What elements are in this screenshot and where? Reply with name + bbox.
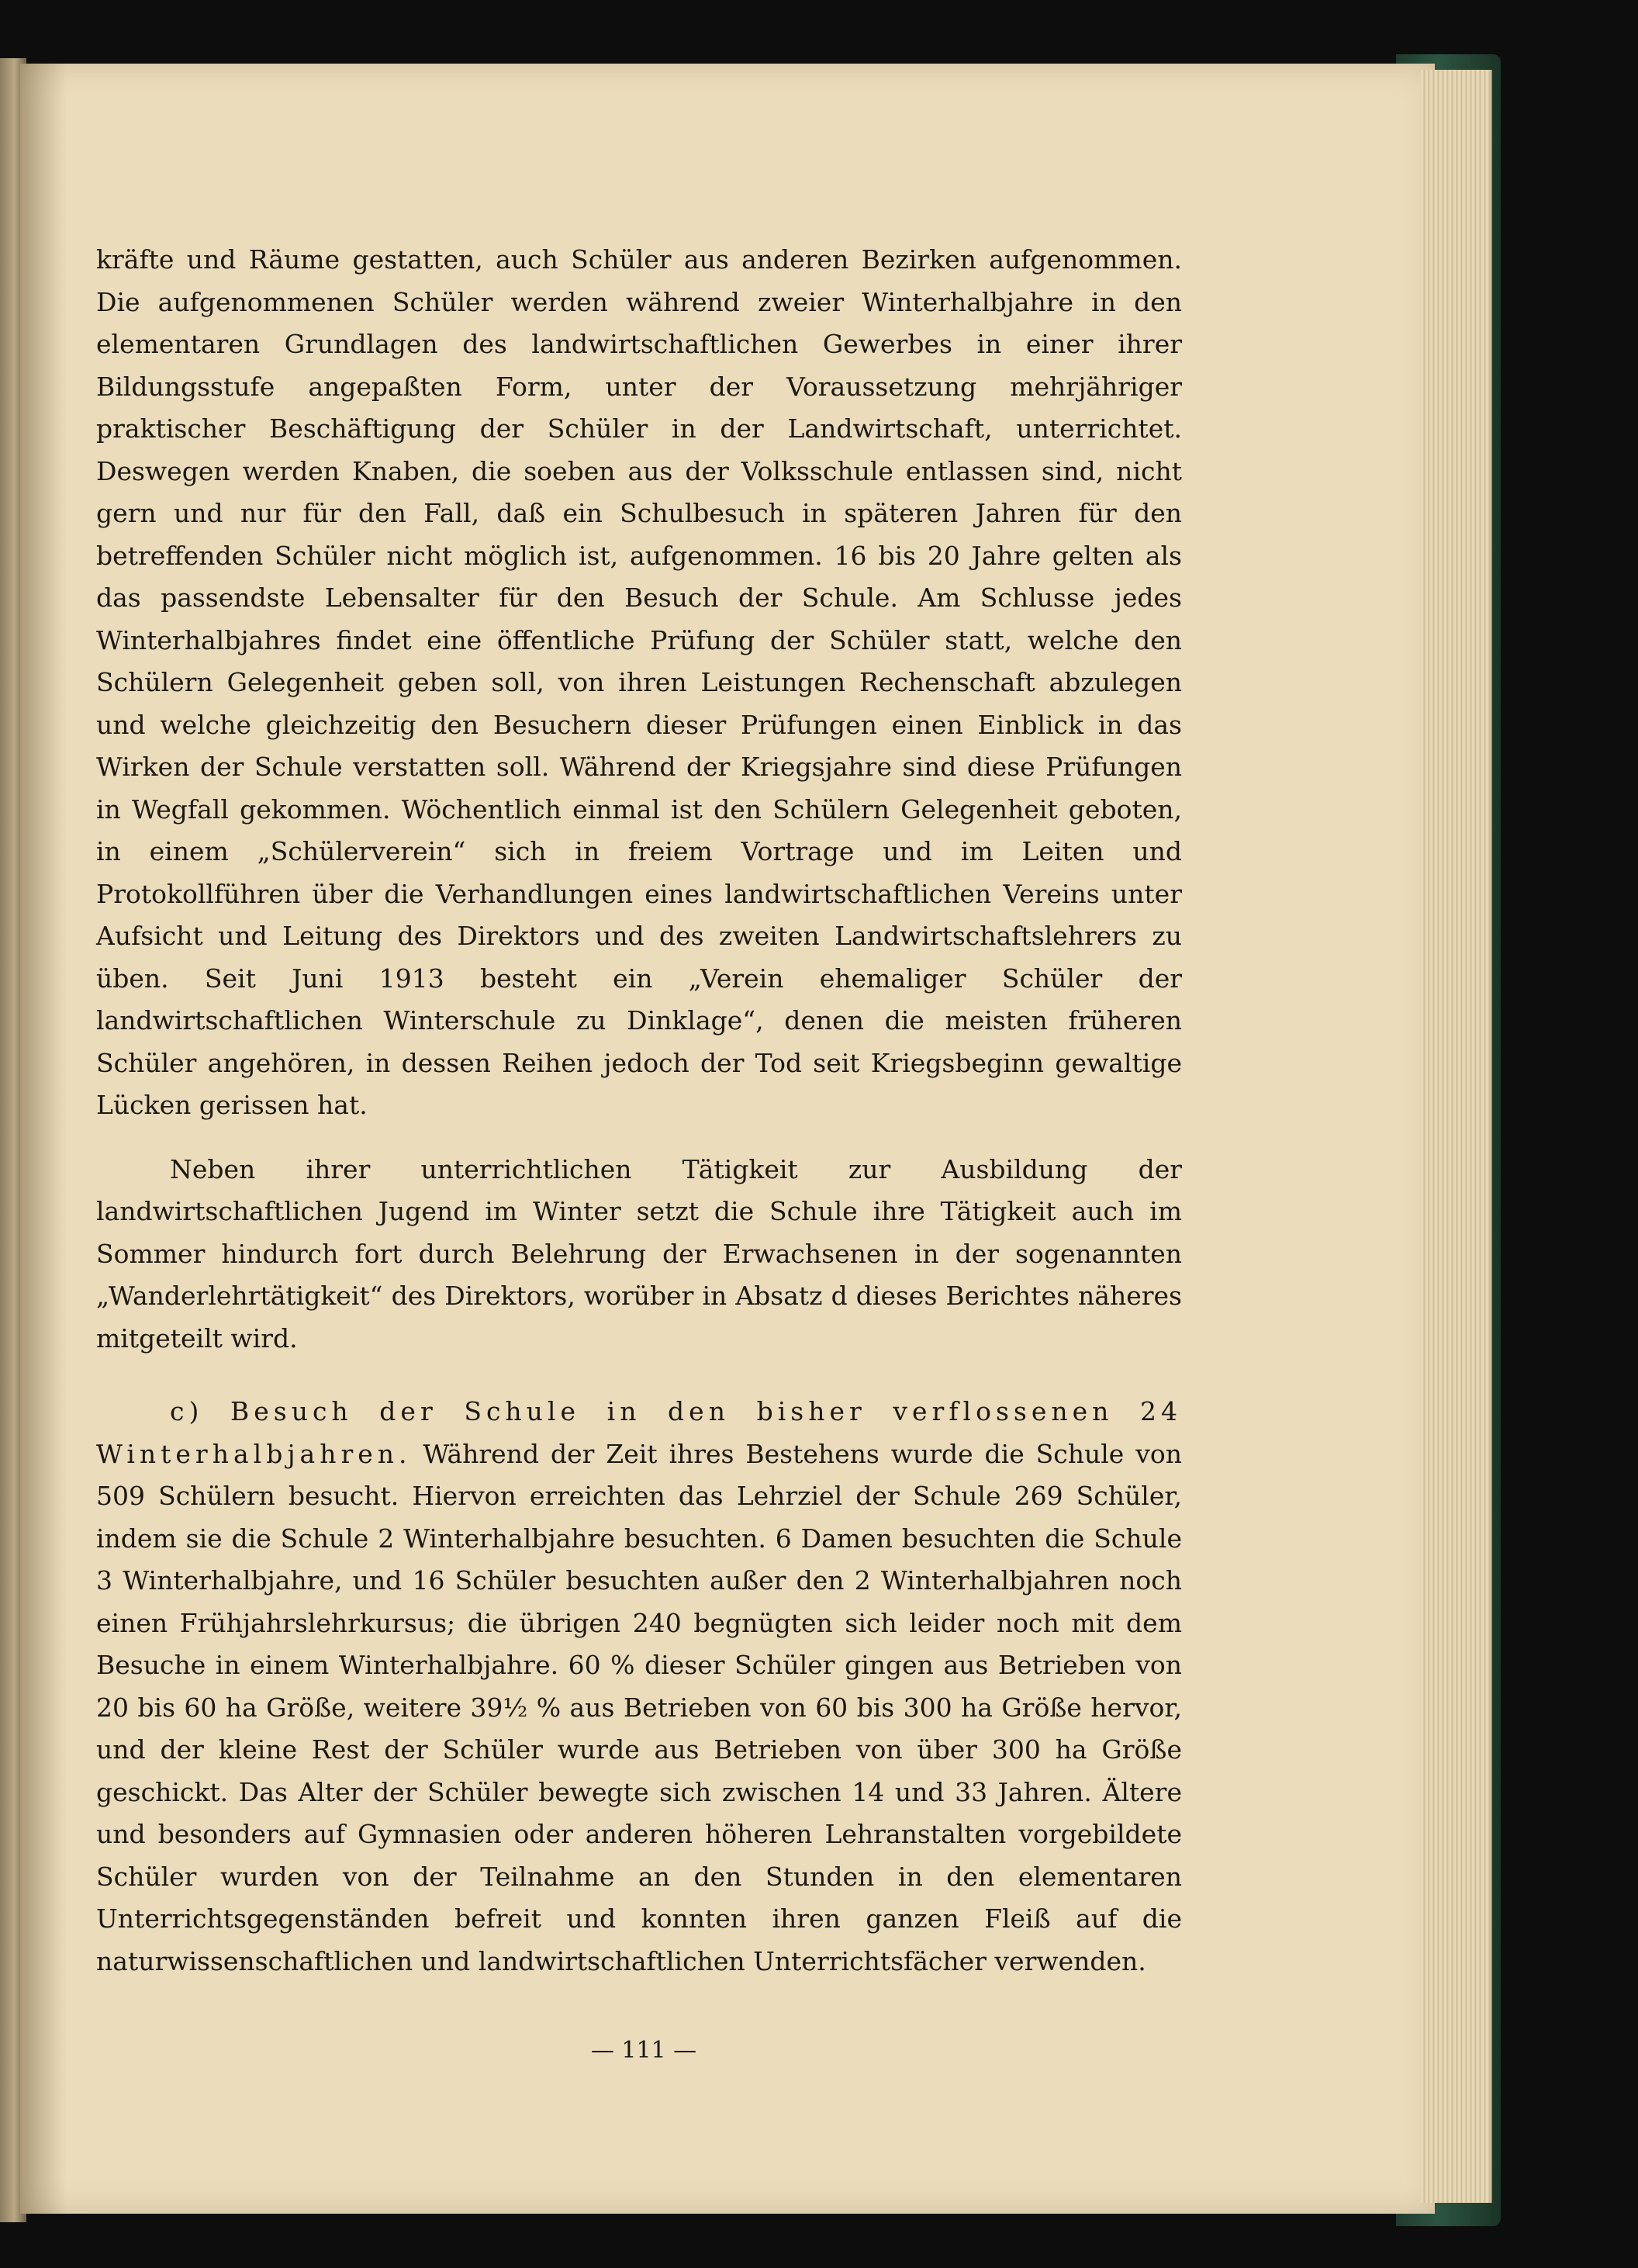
paragraph-1: kräfte und Räume gestatten, auch Schüler aus anderen Bezirken aufgenommen. Die aufgenommenen Schüler werden während zweier Winterhalbjahre in den elementaren Grundlagen des landwirtschaftlichen Gewerbes in einer ihrer Bildungsstufe angepaßten Form, unter der Voraussetzung mehrjähriger praktischer Beschäftigung der Schüler in der Landwirtschaft, unterrichtet. Deswegen werden Knaben, die soeben aus der Volksschule entlassen sind, nicht gern und nur für den Fall, daß ein Schulbesuch in späteren Jahren für den betreffenden Schüler nicht möglich ist, aufgenommen. 16 bis 20 Jahre gelten als das passendste Lebensalter für den Besuch der Schule. Am Schlusse jedes Winterhalbjahres findet eine öffentliche Prüfung der Schüler statt, welche den Schülern Gelegenheit geben soll, von ihren Leistungen Rechenschaft abzulegen und welche gleichzeitig den Besuchern dieser Prüfungen einen Einblick in das Wirken der Schule verstatten soll. Während der Kriegsjahre sind diese Prüfungen in Wegfall gekommen. Wöchentlich einmal ist den Schülern Gelegenheit geboten, in einem „Schülerverein“ sich in freiem Vortrage und im Leiten und Protokollführen über die Verhandlungen eines landwirtschaftlichen Vereins unter Aufsicht und Leitung des Direktors und des zweiten Landwirtschaftslehrers zu üben. Seit Juni 1913 besteht ein „Verein ehemaliger Schüler der landwirtschaftlichen Winterschule zu Dinklage“, denen die meisten früheren Schüler angehören, in dessen Reihen jedoch der Tod seit Kriegsbeginn gewaltige Lücken gerissen hat. — [96, 244, 1182, 1120]
section-heading: c) Besuch der Schule in den bisher verflossenen 24 Winterhalbjahren. — [96, 1396, 1182, 1469]
page-number: — 111 — — [590, 2037, 697, 2064]
page-stack-edge — [1421, 70, 1492, 2203]
paragraph-3 — [96, 1391, 1182, 1983]
binding-gutter — [20, 64, 67, 2214]
body-text — [96, 239, 1182, 1983]
paragraph-3-text: Während der Zeit ihres Bestehens wurde die Schule von 509 Schülern besucht. Hiervon erreichten das Lehrziel der Schule 269 Schüler, indem sie die Schule 2 Winterhalbjahre besuchten. 6 Damen besuchten die Schule 3 Winterhalbjahre, und 16 Schüler besuchten außer den 2 Winterhalbjahren noch einen Frühjahrslehrkursus; die übrigen 240 begnügten sich leider noch mit dem Besuche in einem Winterhalbjahre. 60 % dieser Schüler gingen aus Betrieben von 20 bis 60 ha Größe, weitere 39½ % aus Betrieben von 60 bis 300 ha Größe hervor, und der kleine Rest der Schüler wurde aus Betrieben von über 300 ha Größe geschickt. Das Alter der Schüler bewegte sich zwischen 14 und 33 Jahren. Ältere und besonders auf Gymnasien oder anderen höheren Lehranstalten vorgebildete Schüler wurden von der Teilnahme an den Stunden in den elementaren Unterrichtsgegenständen befreit und konnten ihren ganzen Fleiß auf die naturwissenschaftlichen und landwirtschaftlichen Unterrichtsfächer verwenden. — [96, 1438, 1182, 1976]
paragraph-2: Neben ihrer unterrichtlichen Tätigkeit zur Ausbildung der landwirtschaftlichen Jugend im Winter setzt die Schule ihre Tätigkeit auch im Sommer hindurch fort durch Belehrung der Erwachsenen in der sogenannten „Wanderlehrtätigkeit“ des Direktors, worüber in Absatz d dieses Berichtes näheres mitgeteilt wird. — [96, 1153, 1182, 1354]
